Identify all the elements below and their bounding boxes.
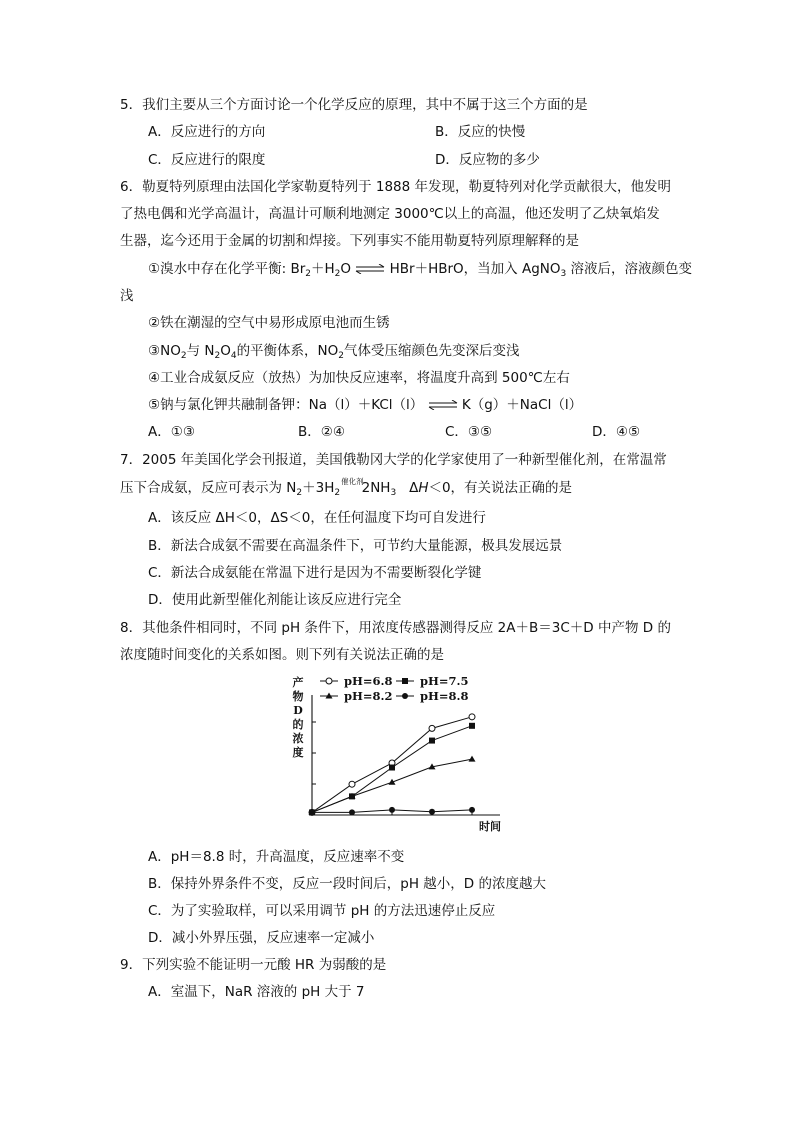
text: 压下合成氨，反应可表示为 N <box>120 480 297 496</box>
data-point-filled-circle <box>469 807 475 813</box>
q5-option-c: C．反应进行的限度 <box>148 152 266 168</box>
q8-option-a: A．pH＝8.8 时，升高温度，反应速率不变 <box>148 849 405 865</box>
q6-item-2: ②铁在潮湿的空气中易形成原电池而生锈 <box>148 315 390 331</box>
q6-stem-line2: 了热电偶和光学高温计，高温计可顺利地测定 3000℃以上的高温，他还发明了乙炔氧焰发 <box>120 206 660 222</box>
q7-stem-line2 <box>120 478 572 503</box>
text: 2NH <box>361 480 391 496</box>
subscript: 2 <box>334 269 341 279</box>
data-point-open-circle <box>469 714 475 720</box>
data-point-square <box>402 678 408 684</box>
legend-label: pH=8.2 <box>344 689 393 703</box>
subscript: 4 <box>230 351 237 361</box>
chart-axes <box>312 695 500 815</box>
legend-label: pH=7.5 <box>420 674 469 688</box>
italic-h: H <box>418 480 429 496</box>
data-point-open-circle <box>326 678 332 684</box>
data-point-triangle <box>469 756 476 762</box>
q6-item-5 <box>148 395 582 415</box>
q6-item-1 <box>148 259 692 284</box>
data-point-square <box>429 738 435 744</box>
y-label-char: 度 <box>292 746 304 759</box>
equilibrium-arrow-icon <box>428 400 458 410</box>
q8-option-b: B．保持外界条件不变，反应一段时间后，pH 越小，D 的浓度越大 <box>148 876 546 892</box>
y-label-char: 浓 <box>292 732 304 745</box>
data-point-filled-circle <box>389 807 395 813</box>
x-axis-label: 时间 <box>479 820 501 833</box>
q5-option-b: B．反应的快慢 <box>435 124 526 140</box>
text: ①溴水中存在化学平衡: Br <box>148 261 306 277</box>
legend-label: pH=8.8 <box>420 689 469 703</box>
y-label-char: 产 <box>292 676 304 689</box>
y-label-char: 物 <box>292 690 304 703</box>
q6-item-4: ④工业合成氨反应（放热）为加快反应速率，将温度升高到 500℃左右 <box>148 370 570 386</box>
text: Δ <box>409 480 419 496</box>
subscript: 3 <box>390 488 397 498</box>
q6-stem-line3: 生器，迄今还用于金属的切割和焊接。下列事实不能用勒夏特列原理解释的是 <box>120 233 579 249</box>
q6-item-1-cont: 浅 <box>120 288 134 304</box>
subscript: 2 <box>296 488 303 498</box>
q5-option-d: D．反应物的多少 <box>435 152 540 168</box>
data-point-open-circle <box>429 725 435 731</box>
q8-stem-line2: 浓度随时间变化的关系如图。则下列有关说法正确的是 <box>120 647 444 663</box>
text: 与 N <box>186 343 215 359</box>
text: K（g）＋NaCl（l） <box>461 397 583 413</box>
subscript: 2 <box>214 351 221 361</box>
subscript: 2 <box>338 351 345 361</box>
text: O <box>340 261 352 277</box>
q7-option-d: D．使用此新型催化剂能让该反应进行完全 <box>148 592 402 608</box>
data-point-square <box>469 723 475 729</box>
subscript: 3 <box>560 269 567 279</box>
data-point-filled-circle <box>429 809 435 815</box>
text: 的平衡体系，NO <box>236 343 339 359</box>
y-label-char: D <box>293 704 303 717</box>
q7-option-b: B．新法合成氨不需要在高温条件下，可节约大量能源，极具发展远景 <box>148 538 563 554</box>
q5-stem: 5．我们主要从三个方面讨论一个化学反应的原理，其中不属于这三个方面的是 <box>120 97 588 113</box>
text: O <box>220 343 231 359</box>
y-label-char: 的 <box>292 718 304 731</box>
text: ⑤钠与氯化钾共融制备钾：Na（l）＋KCl（l） <box>148 397 424 413</box>
data-point-square <box>389 765 395 771</box>
q9-option-a: A．室温下，NaR 溶液的 pH 大于 7 <box>148 984 365 1000</box>
subscript: 2 <box>334 488 341 498</box>
q8-option-d: D．减小外界压强，反应速率一定减小 <box>148 930 375 946</box>
data-point-filled-circle <box>402 693 408 699</box>
q9-stem: 9．下列实验不能证明一元酸 HR 为弱酸的是 <box>120 957 387 973</box>
q6-option-c: C．③⑤ <box>445 424 493 440</box>
data-point-open-circle <box>349 781 355 787</box>
text: ③NO <box>148 343 181 359</box>
text: ＋H <box>311 261 335 277</box>
q7-option-c: C．新法合成氨能在常温下进行是因为不需要断裂化学键 <box>148 565 482 581</box>
q6-option-a: A．①③ <box>148 424 195 440</box>
q8-stem-line1: 8．其他条件相同时，不同 pH 条件下，用浓度传感器测得反应 2A＋B＝3C＋D 中产物 D 的 <box>120 620 671 636</box>
q6-option-d: D．④⑤ <box>592 424 641 440</box>
q8-option-c: C．为了实验取样，可以采用调节 pH 的方法迅速停止反应 <box>148 903 496 919</box>
q7-stem-line1: 7．2005 年美国化学会刊报道，美国俄勒冈大学的化学家使用了一种新型催化剂，在常温常 <box>120 452 667 468</box>
catalyst-label: 催化剂 <box>341 477 364 486</box>
subscript: 2 <box>180 351 187 361</box>
text: ＜0，有关说法正确的是 <box>428 480 573 496</box>
data-point-filled-circle <box>349 809 355 815</box>
concentration-time-chart <box>280 672 510 842</box>
data-point-filled-circle <box>309 809 315 815</box>
text: 溶液后，溶液颜色变 <box>570 261 693 277</box>
q5-option-a: A．反应进行的方向 <box>148 124 266 140</box>
q7-option-a: A．该反应 ΔH＜0，ΔS＜0，在任何温度下均可自发进行 <box>148 510 486 526</box>
q6-option-b: B．②④ <box>298 424 345 440</box>
chart-series <box>309 714 476 816</box>
subscript: 2 <box>305 269 311 279</box>
q6-stem-line1: 6．勒夏特列原理由法国化学家勒夏特列于 1888 年发现，勒夏特列对化学贡献很大，他发明 <box>120 179 672 195</box>
text: 气体受压缩颜色先变深后变浅 <box>344 343 520 359</box>
text: HBr＋HBrO，当加入 AgNO <box>389 261 561 277</box>
equilibrium-arrow-icon <box>355 264 385 274</box>
q6-item-3 <box>148 341 520 366</box>
text: ＋3H <box>302 480 335 496</box>
chart-legend <box>320 674 469 703</box>
y-axis-label <box>293 675 304 759</box>
legend-label: pH=6.8 <box>344 674 393 688</box>
